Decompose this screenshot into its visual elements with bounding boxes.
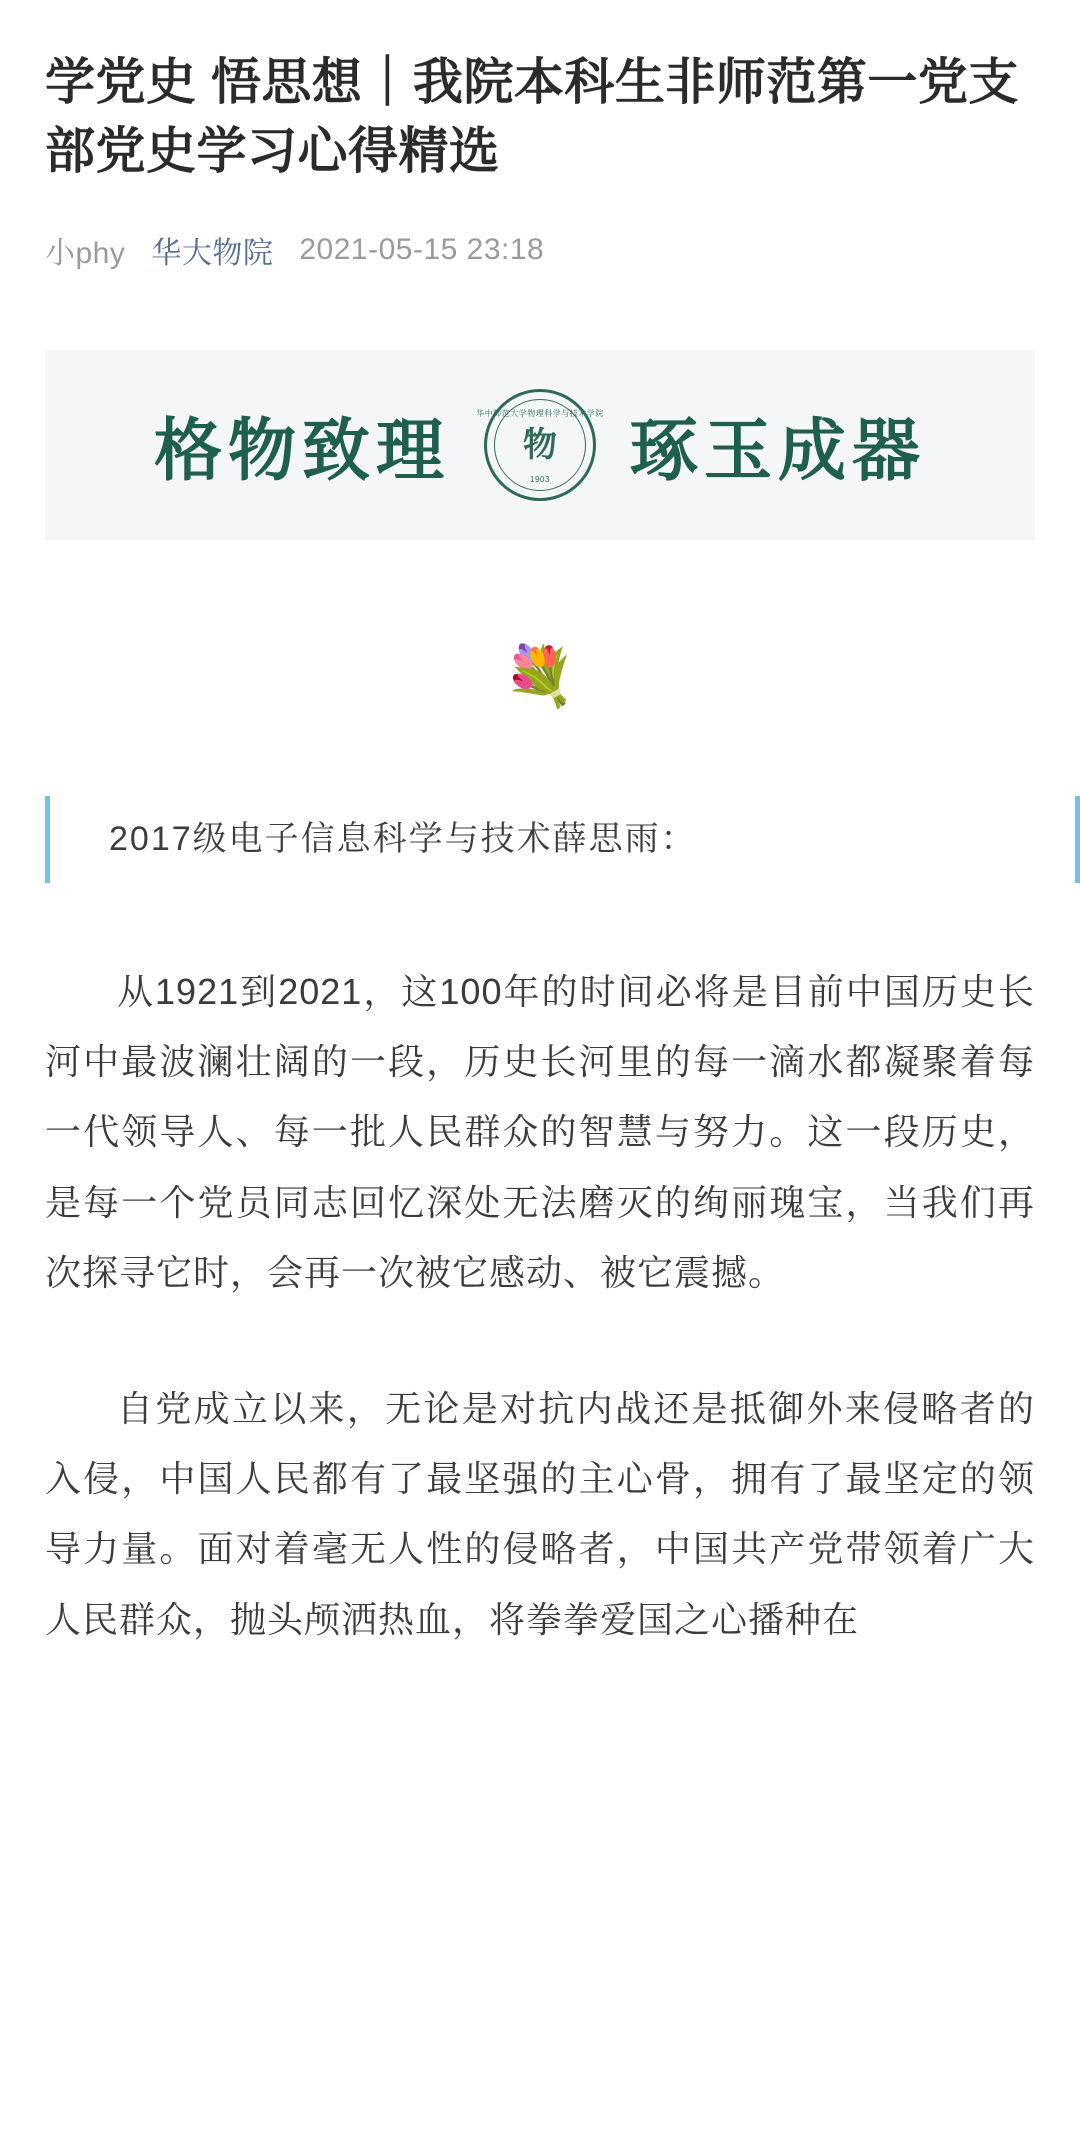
account-link[interactable]: 华大物院	[151, 237, 274, 270]
publish-date: 2021-05-15 23:18	[299, 233, 545, 266]
seal-center-text: 物	[523, 426, 557, 464]
contributor-name: 2017级电子信息科学与技术薛思雨：	[109, 820, 697, 858]
author-name: 小phy	[45, 237, 126, 270]
quote-bar-right	[1075, 796, 1080, 883]
page-title: 学党史 悟思想｜我院本科生非师范第一党支部党史学习心得精选	[45, 54, 1019, 179]
banner-left-text: 格物致理	[153, 411, 450, 491]
body-paragraph: 从1921到2021，这100年的时间必将是目前中国历史长河中最波澜壮阔的一段，历史长河里的每一滴水都凝聚着每一代领导人、每一批人民群众的智慧与努力。这一段历史，是每一个党员同志回忆深处无法磨灭的绚丽瑰宝，当我们再次探寻它时，会再一次被它感动、被它震撼。	[45, 971, 1035, 1293]
body-paragraph: 自党成立以来，无论是对抗内战还是抵御外来侵略者的入侵，中国人民都有了最坚强的主心骨，拥有了最坚定的领导力量。面对着毫无人性的侵略者，中国共产党带领着广大人民群众，抛头颅洒热血，将拳拳爱国之心播种在	[45, 1387, 1035, 1640]
bouquet-icon: 💐	[503, 644, 577, 709]
banner-right-text: 琢玉成器	[630, 411, 927, 491]
seal-top-text: 华中师范大学物理科学与技术学院	[476, 409, 604, 418]
ornament-divider	[45, 632, 1035, 722]
seal-bottom-text: 1903	[530, 475, 550, 484]
quote-bar-left	[45, 796, 50, 883]
header-banner-image	[45, 350, 1035, 540]
article-meta	[45, 228, 1035, 272]
university-seal-icon	[476, 389, 604, 501]
contributor-heading	[45, 796, 1035, 883]
